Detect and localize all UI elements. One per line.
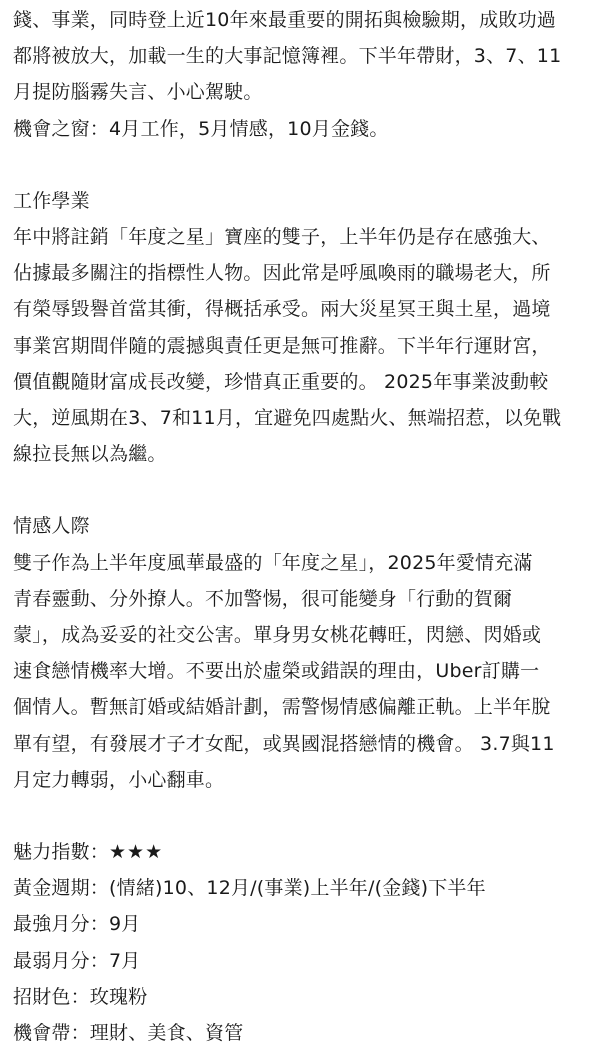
love-line: 青春靈動、分外撩人。不加警惕，很可能變身「行動的賀爾 xyxy=(13,587,513,610)
intro-line: 都將被放大，加載一生的大事記憶簿裡。下半年帶財，3、7、11 xyxy=(13,45,562,68)
work-line: 價值觀隨財富成長改變，珍惜真正重要的。 2025年事業波動較 xyxy=(13,370,549,393)
love-line: 單有望，有發展才子才女配，或異國混搭戀情的機會。 3.7與11 xyxy=(13,732,555,755)
star-rating-icon: ★★★ xyxy=(109,841,164,864)
work-line: 佔據最多關注的指標性人物。因此常是呼風喚雨的職場老大，所 xyxy=(13,262,551,285)
spacer xyxy=(13,472,598,508)
intro-line: 錢、事業，同時登上近10年來最重要的開拓與檢驗期，成敗功過 xyxy=(13,9,556,31)
opportunity-belt: 機會帶：理財、美食、資管 xyxy=(13,1022,244,1045)
golden-period: 黃金週期：(情緒)10、12月/(事業)上半年/(金錢)下半年 xyxy=(13,877,486,900)
weakest-month: 最弱月分：7月 xyxy=(13,949,141,972)
strongest-month: 最強月分：9月 xyxy=(13,913,141,936)
spacer xyxy=(13,798,598,834)
love-section xyxy=(13,508,598,798)
work-section xyxy=(13,183,598,473)
love-line: 速食戀情機率大增。不要出於虛榮或錯誤的理由，Uber訂購一 xyxy=(13,660,540,683)
charm-label: 魅力指數： xyxy=(13,841,110,864)
lucky-color: 招財色：玫瑰粉 xyxy=(13,985,148,1008)
love-line: 雙子作為上半年度風華最盛的「年度之星」，2025年愛情充滿 xyxy=(13,551,533,574)
love-line: 月定力轉弱，小心翻車。 xyxy=(13,768,225,791)
work-line: 事業宮期間伴隨的震撼與責任更是無可推辭。下半年行運財宮， xyxy=(13,334,551,357)
work-line: 大，逆風期在3、7和11月，宜避免四處點火、無端招惹，以免戰 xyxy=(13,407,562,430)
charm-index xyxy=(13,834,598,870)
love-line: 個情人。暫無訂婚或結婚計劃，需警惕情感偏離正軌。上半年脫 xyxy=(13,696,551,719)
intro-section xyxy=(13,2,598,147)
work-line: 有榮辱毀譽首當其衝，得概括承受。兩大災星冥王與土星，過境 xyxy=(13,298,551,321)
love-heading: 情感人際 xyxy=(13,515,90,538)
opportunity-window: 機會之窗：4月工作，5月情感，10月金錢。 xyxy=(13,117,389,140)
work-line: 線拉長無以為繼。 xyxy=(13,443,167,466)
love-line: 蒙」，成為妥妥的社交公害。單身男女桃花轉旺，閃戀、閃婚或 xyxy=(13,624,542,647)
intro-line: 月提防腦霧失言、小心駕駛。 xyxy=(13,81,263,104)
summary-section xyxy=(13,834,598,1051)
work-heading: 工作學業 xyxy=(13,189,90,212)
spacer xyxy=(13,147,598,183)
work-line: 年中將註銷「年度之星」寶座的雙子，上半年仍是存在感強大、 xyxy=(13,226,551,249)
horoscope-article xyxy=(13,2,598,1051)
